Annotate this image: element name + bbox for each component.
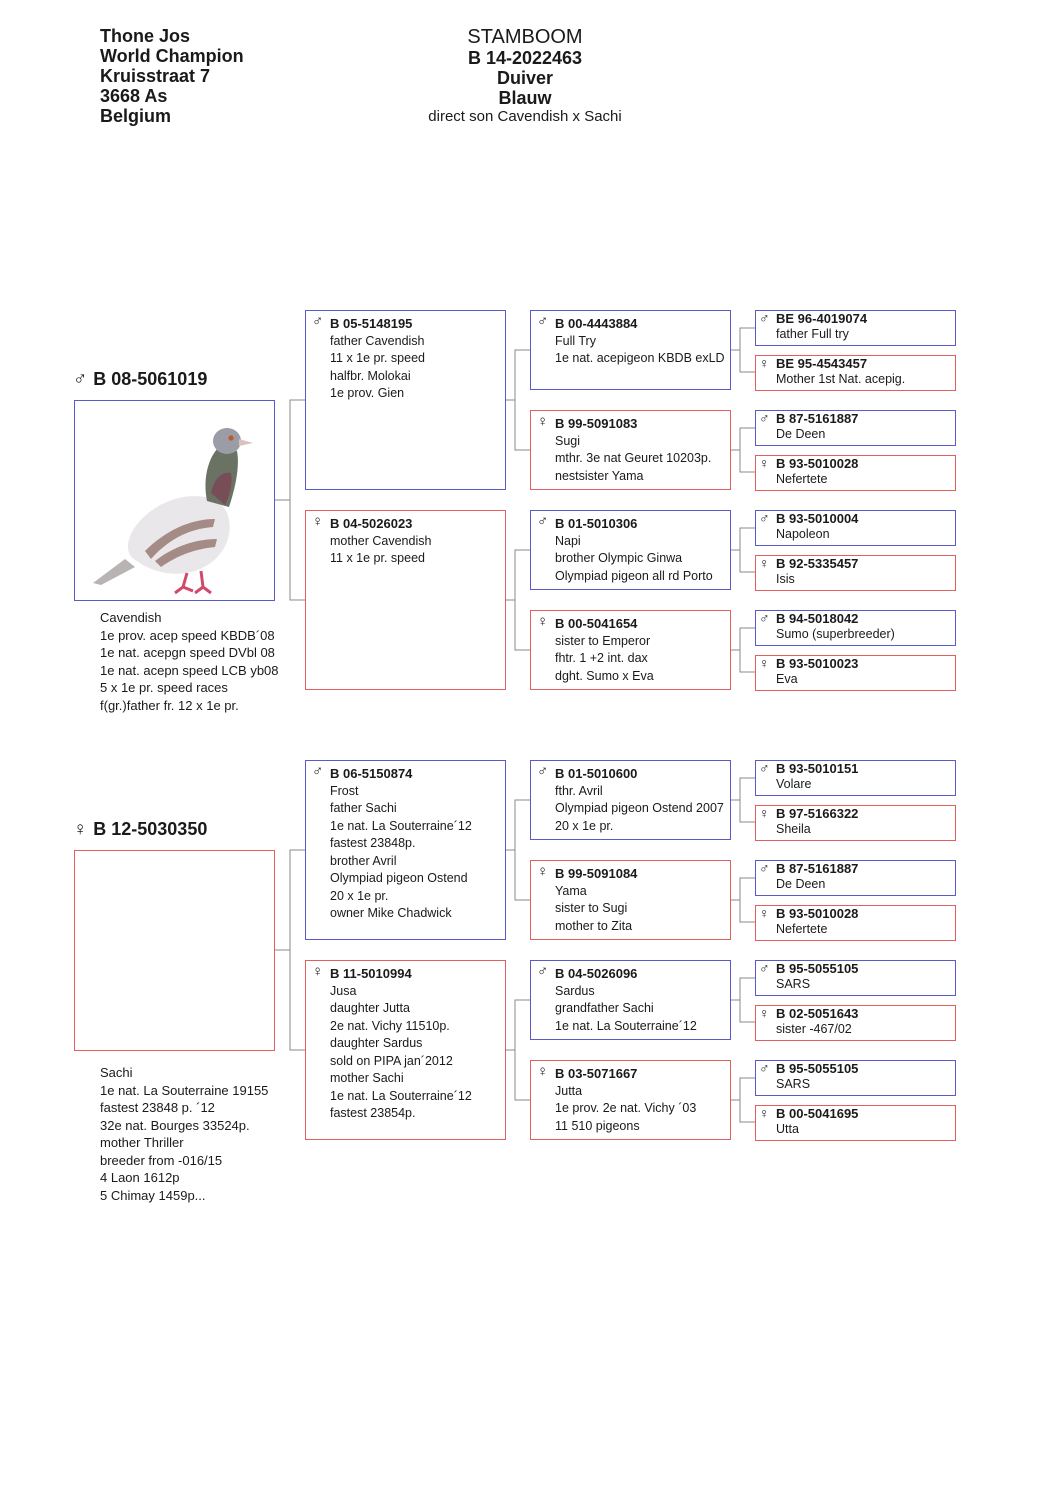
father-ring-label bbox=[73, 369, 207, 391]
gen4-ring: B 02-5051643 bbox=[776, 1006, 859, 1021]
gen3-note: Napi bbox=[555, 533, 581, 548]
father-notes bbox=[100, 609, 279, 714]
father-note: 5 x 1e pr. speed races bbox=[100, 680, 228, 695]
female-symbol-icon: ♀ bbox=[759, 355, 770, 371]
mother-note: fastest 23848 p. ´12 bbox=[100, 1100, 215, 1115]
gen2-note: father Cavendish bbox=[330, 333, 425, 348]
father-note: 1e nat. acepgn speed DVbl 08 bbox=[100, 645, 275, 660]
gen4-box-dam bbox=[755, 455, 956, 491]
gen2-note: 11 x 1e pr. speed bbox=[330, 551, 425, 565]
subject-sex: Duiver bbox=[496, 68, 554, 88]
mother-note: 32e nat. Bourges 33524p. bbox=[100, 1117, 250, 1133]
gen4-box-dam bbox=[755, 1105, 956, 1141]
mother-photo-placeholder bbox=[74, 850, 275, 1051]
gen4-note: Mother 1st Nat. acepig. bbox=[776, 371, 906, 386]
male-symbol-icon: ♂ bbox=[759, 310, 770, 326]
gen4-box-dam bbox=[755, 655, 956, 691]
gen2-note: sold on PIPA jan´2012 bbox=[330, 1053, 453, 1068]
male-symbol-icon: ♂ bbox=[759, 960, 770, 976]
gen2-note: halfbr. Molokai bbox=[330, 368, 411, 383]
female-symbol-icon: ♀ bbox=[73, 819, 88, 840]
gen4-note: sister -467/02 bbox=[776, 1021, 852, 1036]
father-note-name: Cavendish bbox=[100, 610, 162, 625]
gen4-note: De Deen bbox=[776, 876, 826, 891]
gen2-note: mother Sachi bbox=[330, 1071, 404, 1085]
male-symbol-icon: ♂ bbox=[537, 963, 549, 980]
gen4-note: Napoleon bbox=[776, 526, 830, 541]
gen3-note: fthr. Avril bbox=[555, 783, 603, 798]
gen2-note: 20 x 1e pr. bbox=[330, 888, 389, 903]
father-ring: B 08-5061019 bbox=[93, 369, 208, 389]
gen4-note: SARS bbox=[776, 976, 811, 991]
gen3-note: 20 x 1e pr. bbox=[555, 818, 614, 833]
gen4-box-dam bbox=[755, 805, 956, 841]
gen2-ring: B 11-5010994 bbox=[330, 966, 412, 981]
gen2-ring: B 05-5148195 bbox=[330, 316, 413, 331]
male-symbol-icon: ♂ bbox=[312, 313, 324, 330]
gen4-ring: B 93-5010023 bbox=[776, 656, 859, 671]
female-symbol-icon: ♀ bbox=[759, 455, 770, 471]
gen3-note: 1e nat. acepigeon KBDB exLD bbox=[555, 351, 725, 365]
gen2-note: brother Avril bbox=[330, 853, 397, 868]
gen3-note: Olympiad pigeon all rd Porto bbox=[555, 568, 713, 583]
gen3-note: dght. Sumo x Eva bbox=[555, 668, 654, 683]
gen4-note: Nefertete bbox=[776, 921, 828, 936]
female-symbol-icon: ♀ bbox=[759, 655, 770, 671]
gen4-box-sire bbox=[755, 1060, 956, 1096]
female-symbol-icon: ♀ bbox=[759, 805, 770, 821]
mother-note: 1e nat. La Souterraine 19155 bbox=[100, 1082, 269, 1098]
male-symbol-icon: ♂ bbox=[759, 760, 770, 776]
female-symbol-icon: ♀ bbox=[537, 1063, 549, 1080]
gen3-note: mother to Zita bbox=[555, 918, 633, 933]
gen4-box-dam bbox=[755, 1005, 956, 1041]
female-symbol-icon: ♀ bbox=[759, 1105, 770, 1121]
male-symbol-icon: ♂ bbox=[537, 313, 549, 330]
gen3-note: Jutta bbox=[555, 1083, 583, 1098]
gen4-note: Nefertete bbox=[776, 471, 828, 486]
gen4-box-sire bbox=[755, 310, 956, 346]
gen4-ring: B 94-5018042 bbox=[776, 611, 859, 626]
male-symbol-icon: ♂ bbox=[759, 1060, 770, 1076]
gen4-ring: B 87-5161887 bbox=[776, 411, 859, 426]
female-symbol-icon: ♀ bbox=[537, 413, 549, 430]
gen3-box-dam bbox=[530, 410, 731, 490]
gen4-box-dam bbox=[755, 905, 956, 941]
gen3-box-sire bbox=[530, 310, 731, 390]
mother-ring-label bbox=[73, 819, 207, 841]
gen4-note: Eva bbox=[776, 671, 798, 686]
gen4-ring: B 93-5010151 bbox=[776, 761, 859, 776]
owner-title: World Champion bbox=[100, 46, 244, 66]
gen4-ring: BE 96-4019074 bbox=[776, 311, 868, 326]
gen3-ring: B 99-5091084 bbox=[555, 866, 638, 881]
gen2-note: 11 x 1e pr. speed bbox=[330, 351, 425, 365]
gen3-box-dam bbox=[530, 610, 731, 690]
gen3-box-dam bbox=[530, 860, 731, 940]
gen4-box-sire bbox=[755, 960, 956, 996]
gen2-box-sire bbox=[305, 760, 506, 940]
gen3-note: fhtr. 1 +2 int. dax bbox=[555, 651, 648, 665]
gen3-note: nestsister Yama bbox=[555, 468, 644, 483]
gen4-ring: B 97-5166322 bbox=[776, 806, 859, 821]
father-note: f(gr.)father fr. 12 x 1e pr. bbox=[100, 697, 239, 713]
gen4-ring: B 93-5010028 bbox=[776, 906, 859, 921]
gen4-box-dam bbox=[755, 555, 956, 591]
female-symbol-icon: ♀ bbox=[312, 513, 324, 530]
gen2-note: 1e nat. La Souterraine´12 bbox=[330, 818, 472, 833]
female-symbol-icon: ♀ bbox=[759, 905, 770, 921]
gen2-note: mother Cavendish bbox=[330, 533, 432, 548]
gen4-ring: B 87-5161887 bbox=[776, 861, 859, 876]
mother-note: 5 Chimay 1459p... bbox=[100, 1187, 206, 1203]
gen2-note: fastest 23848p. bbox=[330, 836, 416, 850]
father-photo bbox=[74, 400, 275, 601]
gen2-ring: B 06-5150874 bbox=[330, 766, 413, 781]
gen3-note: brother Olympic Ginwa bbox=[555, 551, 683, 565]
gen4-note: Isis bbox=[776, 571, 795, 586]
male-symbol-icon: ♂ bbox=[73, 369, 88, 390]
female-symbol-icon: ♀ bbox=[312, 963, 324, 980]
gen3-ring: B 99-5091083 bbox=[555, 416, 638, 431]
gen3-ring: B 00-4443884 bbox=[555, 316, 638, 331]
gen2-box-dam bbox=[305, 510, 506, 690]
gen4-ring: B 92-5335457 bbox=[776, 556, 859, 571]
mother-note: breeder from -016/15 bbox=[100, 1152, 223, 1168]
gen2-ring: B 04-5026023 bbox=[330, 516, 413, 531]
father-note: 1e nat. acepn speed LCB yb08 bbox=[100, 662, 279, 678]
subject-description: direct son Cavendish x Sachi bbox=[428, 108, 622, 125]
female-symbol-icon: ♀ bbox=[759, 555, 770, 571]
gen3-note: Full Try bbox=[555, 333, 596, 348]
gen4-box-sire bbox=[755, 860, 956, 896]
gen4-ring: B 93-5010004 bbox=[776, 511, 859, 526]
gen4-ring: B 95-5055105 bbox=[776, 961, 859, 976]
male-symbol-icon: ♂ bbox=[759, 610, 770, 626]
gen3-note: grandfather Sachi bbox=[555, 1001, 654, 1015]
male-symbol-icon: ♂ bbox=[312, 763, 324, 780]
gen3-note: mthr. 3e nat Geuret 10203p. bbox=[555, 451, 712, 465]
gen4-note: Sumo (superbreeder) bbox=[776, 626, 895, 641]
gen3-ring: B 01-5010600 bbox=[555, 766, 638, 781]
gen2-note: 1e nat. La Souterraine´12 bbox=[330, 1088, 472, 1103]
gen4-ring: B 93-5010028 bbox=[776, 456, 859, 471]
gen2-note: fastest 23854p. bbox=[330, 1106, 416, 1120]
gen2-note: father Sachi bbox=[330, 801, 397, 815]
male-symbol-icon: ♂ bbox=[537, 763, 549, 780]
gen3-note: Yama bbox=[555, 883, 587, 898]
gen3-box-sire bbox=[530, 960, 731, 1040]
gen2-box-sire bbox=[305, 310, 506, 490]
pigeon-photo-icon bbox=[75, 401, 274, 600]
mother-notes bbox=[100, 1064, 268, 1204]
gen4-box-sire bbox=[755, 760, 956, 796]
owner-name: Thone Jos bbox=[100, 26, 191, 46]
gen4-box-dam bbox=[755, 355, 956, 391]
gen3-note: Sugi bbox=[555, 433, 581, 448]
male-symbol-icon: ♂ bbox=[759, 510, 770, 526]
gen3-ring: B 01-5010306 bbox=[555, 516, 638, 531]
male-symbol-icon: ♂ bbox=[759, 860, 770, 876]
gen4-note: De Deen bbox=[776, 426, 826, 441]
gen2-note: 1e prov. Gien bbox=[330, 386, 405, 400]
gen3-note: 1e prov. 2e nat. Vichy ´03 bbox=[555, 1101, 697, 1115]
gen2-note: Olympiad pigeon Ostend bbox=[330, 871, 468, 885]
gen4-box-sire bbox=[755, 410, 956, 446]
gen3-note: sister to Sugi bbox=[555, 901, 628, 915]
gen2-note: Jusa bbox=[330, 983, 357, 998]
female-symbol-icon: ♀ bbox=[759, 1005, 770, 1021]
owner-country: Belgium bbox=[100, 106, 172, 126]
mother-ring: B 12-5030350 bbox=[93, 819, 208, 839]
gen3-note: 11 510 pigeons bbox=[555, 1118, 640, 1133]
gen3-note: Sardus bbox=[555, 983, 595, 998]
gen3-ring: B 03-5071667 bbox=[555, 1066, 638, 1081]
owner-street: Kruisstraat 7 bbox=[100, 66, 211, 86]
gen3-note: Olympiad pigeon Ostend 2007 bbox=[555, 801, 724, 815]
gen4-ring: B 00-5041695 bbox=[776, 1106, 859, 1121]
gen3-ring: B 00-5041654 bbox=[555, 616, 638, 631]
owner-city: 3668 As bbox=[100, 86, 168, 106]
gen4-box-sire bbox=[755, 610, 956, 646]
gen2-note: daughter Sardus bbox=[330, 1036, 423, 1050]
mother-note-name: Sachi bbox=[100, 1065, 133, 1080]
gen2-box-dam bbox=[305, 960, 506, 1140]
gen4-note: father Full try bbox=[776, 326, 849, 341]
gen2-note: owner Mike Chadwick bbox=[330, 906, 452, 920]
female-symbol-icon: ♀ bbox=[537, 613, 549, 630]
gen4-note: Volare bbox=[776, 776, 812, 791]
female-symbol-icon: ♀ bbox=[537, 863, 549, 880]
father-note: 1e prov. acep speed KBDB´08 bbox=[100, 627, 275, 643]
mother-note: 4 Laon 1612p bbox=[100, 1170, 180, 1185]
gen2-note: 2e nat. Vichy 11510p. bbox=[330, 1018, 450, 1033]
male-symbol-icon: ♂ bbox=[759, 410, 770, 426]
gen3-box-sire bbox=[530, 510, 731, 590]
gen2-note: Frost bbox=[330, 783, 359, 798]
gen4-ring: BE 95-4543457 bbox=[776, 356, 868, 371]
gen4-note: Sheila bbox=[776, 821, 811, 836]
gen4-ring: B 95-5055105 bbox=[776, 1061, 859, 1076]
gen4-note: SARS bbox=[776, 1076, 811, 1091]
gen4-box-sire bbox=[755, 510, 956, 546]
gen3-box-sire bbox=[530, 760, 731, 840]
gen3-ring: B 04-5026096 bbox=[555, 966, 638, 981]
subject-color: Blauw bbox=[498, 88, 552, 108]
gen3-box-dam bbox=[530, 1060, 731, 1140]
subject-ring-number: B 14-2022463 bbox=[467, 48, 583, 68]
document-title: STAMBOOM bbox=[467, 26, 583, 48]
male-symbol-icon: ♂ bbox=[537, 513, 549, 530]
gen3-note: 1e nat. La Souterraine´12 bbox=[555, 1018, 697, 1033]
gen2-note: daughter Jutta bbox=[330, 1001, 410, 1015]
mother-note: mother Thriller bbox=[100, 1135, 184, 1150]
gen4-note: Utta bbox=[776, 1121, 799, 1136]
gen3-note: sister to Emperor bbox=[555, 633, 651, 648]
